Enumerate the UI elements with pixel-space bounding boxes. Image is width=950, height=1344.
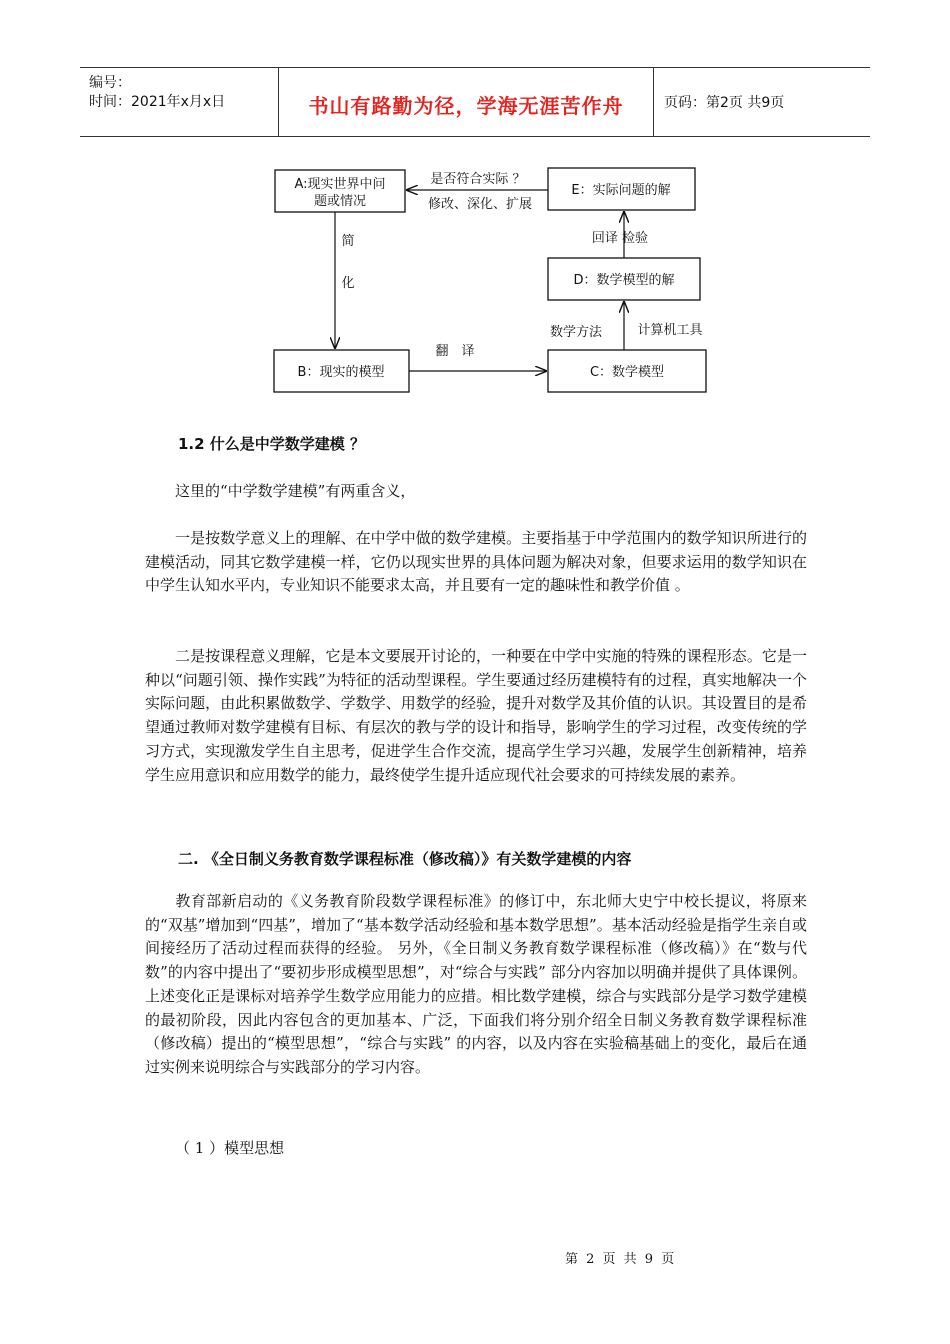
page-header (80, 67, 870, 137)
paragraph-meaning-2-text: 二是按课程意义理解，它是本文要展开讨论的，一种要在中学中实施的特殊的课程形态。它是一种以“问题引领、操作实践”为特征的活动型课程。学生要通过经历建模特有的过程，真实地解决一个实际问题，由此积累做数学、学数学、用数学的经验，提升对数学及其价值的认识。其设置目的是希望通过教师对数学建模有目标、有层次的教与学的设计和指导，影响学生的学习过程，改变传统的学习方式，实现激发学生自主思考，促进学生合作交流，提高学生学习兴趣，发展学生创新精神，培养学生应用意识和应用数学的能力，最终使学生提升适应现代社会要求的可持续发展的素养。 (145, 647, 807, 784)
paragraph-meaning-1-text: 一是按数学意义上的理解、在中学中做的数学建模。主要指基于中学范围内的数学知识所进行的建模活动，同其它数学建模一样，它仍以现实世界的具体问题为解决对象，但要求运用的数学知识在中学生认知水平内，专业知识不能要求太高，并且要有一定的趣味性和教学价值 。 (145, 529, 807, 595)
label-modify: 修改、深化、扩展 (427, 197, 533, 212)
section-heading-2: 二. 《全日制义务教育数学课程标准（修改稿）》有关数学建模的内容 (178, 850, 632, 868)
paragraph-standards-text: 教育部新启动的《义务教育阶段数学课程标准》的修订中，东北师大史宁中校长提议，将原来的“双基”增加到“四基”，增加了“基本数学活动经验和基本数学思想”。基本活动经验是指学生亲自或间接经历了活动过程而获得的经验。 另外，《全日制义务教育数学课程标准（修改稿）》在“数与代数”的内容中提出了“要初步形成模型思想”，对“综合与实践” 部分内容加以明确并提供了具体课例。上述变化正是课标对培养学生数学应用能力的应措。相比数学建模，综合与实践部分是学习数学建模的最初阶段，因此内容包含的更加基本、广泛，下面我们将分别介绍全日制义务教育数学课程标准（修改稿）提出的“模型思想”，“综合与实践” 的内容，以及内容在实验稿基础上的变化，最后在通过实例来说明综合与实践部分的学习内容。 (145, 892, 807, 1076)
paragraph-meaning-1 (145, 527, 807, 598)
subsection-model-thinking-text: （ 1 ）模型思想 (175, 1139, 285, 1157)
header-page-number: 页码：第2页 共9页 (664, 95, 785, 111)
header-left-cell (80, 68, 279, 136)
document-date-label: 时间：2021年x月x日 (89, 94, 226, 110)
box-a-label-2: 题或情况 (313, 194, 367, 209)
box-a-label-1: A:现实世界中问 (294, 177, 386, 192)
label-translate: 翻 译 (435, 344, 475, 359)
box-b-label: B：现实的模型 (297, 365, 385, 380)
label-simplify-1: 简 (341, 234, 355, 249)
label-check: 是否符合实际 ？ (430, 172, 526, 187)
label-review-check: 回译 检验 (591, 231, 649, 246)
box-e-label: E：实际问题的解 (571, 183, 671, 198)
paragraph-standards (145, 890, 807, 1080)
intro-text: 这里的“中学数学建模”有两重含义， (175, 482, 416, 500)
modeling-flow-diagram (260, 150, 720, 400)
label-computer-tools: 计算机工具 (637, 323, 703, 338)
header-page-cell (654, 68, 870, 136)
label-simplify-2: 化 (341, 276, 355, 291)
label-math-method: 数学方法 (549, 325, 603, 340)
intro-paragraph (145, 480, 807, 504)
paragraph-meaning-2 (145, 645, 807, 787)
page-footer: 第 2 页 共 9 页 (565, 1252, 675, 1267)
box-d-label: D：数学模型的解 (573, 273, 675, 288)
document-code-label: 编号： (89, 75, 131, 91)
header-motto: 书山有路勤为径，学海无涯苦作舟 (308, 94, 624, 118)
header-motto-cell (279, 68, 654, 136)
subsection-model-thinking (145, 1137, 807, 1161)
section-heading-1-2: 1.2 什么是中学数学建模 ？ (178, 435, 366, 453)
box-c-label: C：数学模型 (589, 365, 665, 380)
